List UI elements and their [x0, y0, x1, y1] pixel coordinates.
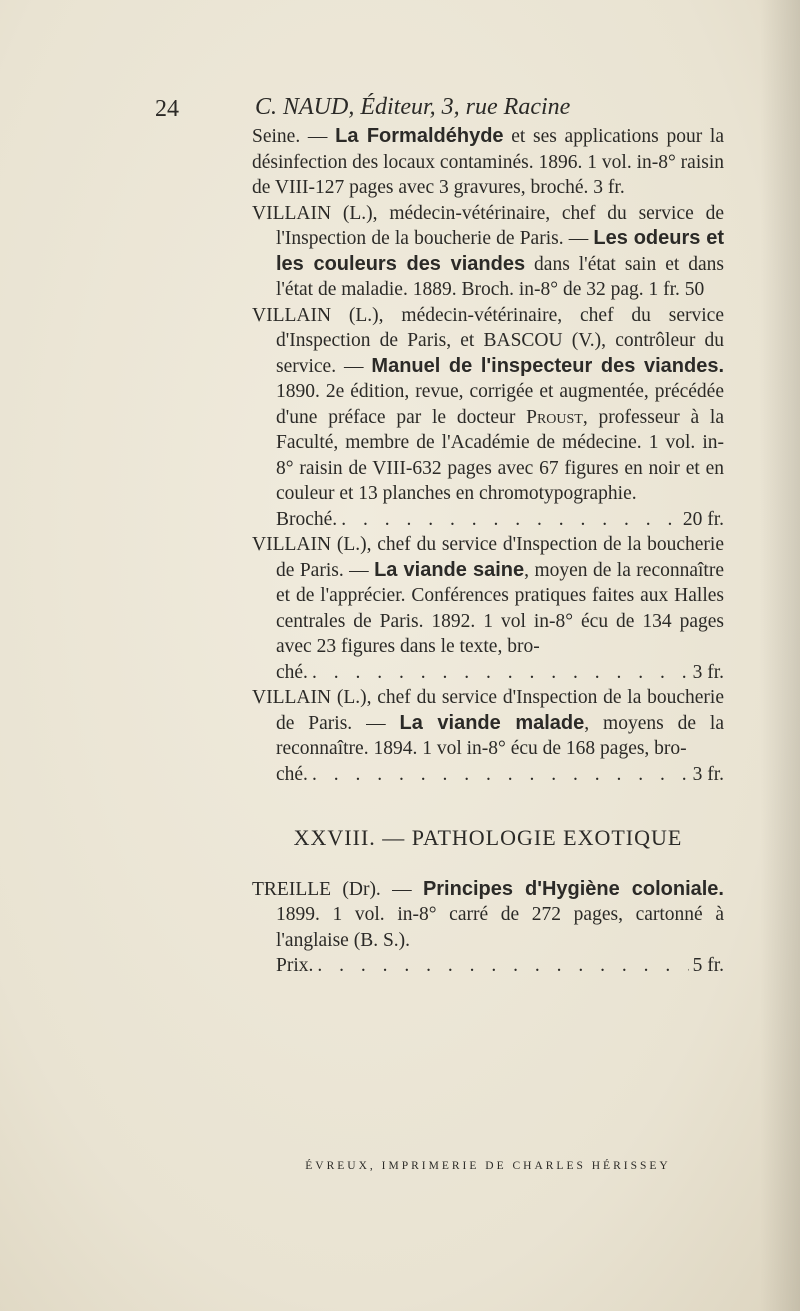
- price-line: [252, 953, 724, 979]
- price-line: [252, 762, 724, 788]
- price: 3 fr.: [692, 661, 724, 683]
- catalog-entry-manuel: [252, 303, 724, 507]
- page-edge-shadow: [760, 0, 800, 1311]
- format-label: ché.: [276, 763, 308, 785]
- catalog-body: [252, 124, 724, 979]
- dot-leader: [312, 762, 689, 788]
- dot-leader: [341, 507, 679, 533]
- catalog-entry-odeurs: [252, 201, 724, 303]
- catalog-entry-viande-saine: [252, 532, 724, 660]
- price-line: [252, 507, 724, 533]
- catalog-entry-viande-malade: [252, 685, 724, 762]
- entry-text: dans l'état sain et dans l'état de maladie. 1889. Broch. in-8° de 32 pag. 1 fr. 50: [276, 253, 724, 300]
- price: 5 fr.: [692, 955, 724, 976]
- price: 3 fr.: [692, 763, 724, 785]
- publisher-line: C. NAUD, Éditeur, 3, rue Racine: [255, 94, 571, 120]
- entry-text: 1890. 2e édition, revue, corrigée et augmentée, précédée d'une préface par le docteur: [276, 381, 724, 428]
- running-header: [155, 94, 715, 124]
- entry-text: TREILLE (Dr). —: [252, 878, 423, 900]
- format-label: Prix.: [276, 955, 314, 976]
- entry-text: 1899. 1 vol. in-8° carré de 272 pages, cartonné à l'anglaise (B. S.).: [276, 904, 724, 951]
- entry-title: La Formaldéhyde: [335, 125, 504, 147]
- entry-text: VILLAIN (L.), médecin-vétérinaire, chef du service de l'Inspection de la boucherie de Paris. —: [252, 202, 724, 249]
- entry-text: VILLAIN (L.), chef du service d'Inspection de la boucherie de Paris. —: [252, 687, 724, 734]
- entry-title: La viande saine: [374, 558, 525, 581]
- price: 20 fr.: [682, 508, 724, 530]
- entry-text: et ses applications pour la désinfection des locaux contaminés. 1896. 1 vol. in-8° raisin de VIII-127 pages avec 3 gravures, broché. 3 fr.: [252, 126, 724, 198]
- entry-title: Principes d'Hygiène coloniale.: [422, 877, 724, 900]
- section-heading: XXVIII. — PATHOLOGIE EXOTIQUE: [293, 825, 683, 850]
- entry-text: VILLAIN (L.), médecin-vétérinaire, chef du service d'Inspection de Paris, et BASCOU (V.), contrôleur du service. —: [252, 304, 724, 377]
- entry-text: , moyens de la reconnaître. 1894. 1 vol in-8° écu de 168 pages, bro-: [276, 712, 724, 759]
- entry-title: Les odeurs et les couleurs des viandes: [276, 227, 724, 275]
- format-label: Broché.: [276, 508, 338, 530]
- entry-text: , moyen de la reconnaître et de l'apprécier. Conférences pratiques faites aux Halles centrales de Paris. 1892. 1 vol in-8° écu de 134 pages avec 23 figures dans le texte, bro-: [276, 559, 724, 657]
- catalog-entry-hygiene-coloniale: [252, 877, 724, 954]
- entry-title: Manuel de l'inspecteur des viandes.: [371, 354, 724, 377]
- entry-text: VILLAIN (L.), chef du service d'Inspection de la boucherie de Paris. —: [252, 534, 724, 581]
- entry-title: La viande malade: [399, 711, 585, 734]
- printer-imprint: ÉVREUX, IMPRIMERIE DE CHARLES HÉRISSEY: [305, 1160, 671, 1172]
- page-number: 24: [155, 96, 179, 122]
- entry-text: , professeur à la Faculté, membre de l'Académie de médecine. 1 vol. in-8° raisin de VIII-632 pages avec 67 figures en noir et en couleur et 13 planches en chromotypographie.: [276, 406, 725, 504]
- price-line: [252, 660, 724, 686]
- catalog-entry-formaldehyde: [252, 124, 724, 201]
- format-label: ché.: [276, 661, 308, 683]
- author-name: Proust: [526, 406, 583, 428]
- dot-leader: [317, 953, 688, 979]
- entry-text: Seine. —: [252, 126, 336, 147]
- dot-leader: [312, 660, 689, 686]
